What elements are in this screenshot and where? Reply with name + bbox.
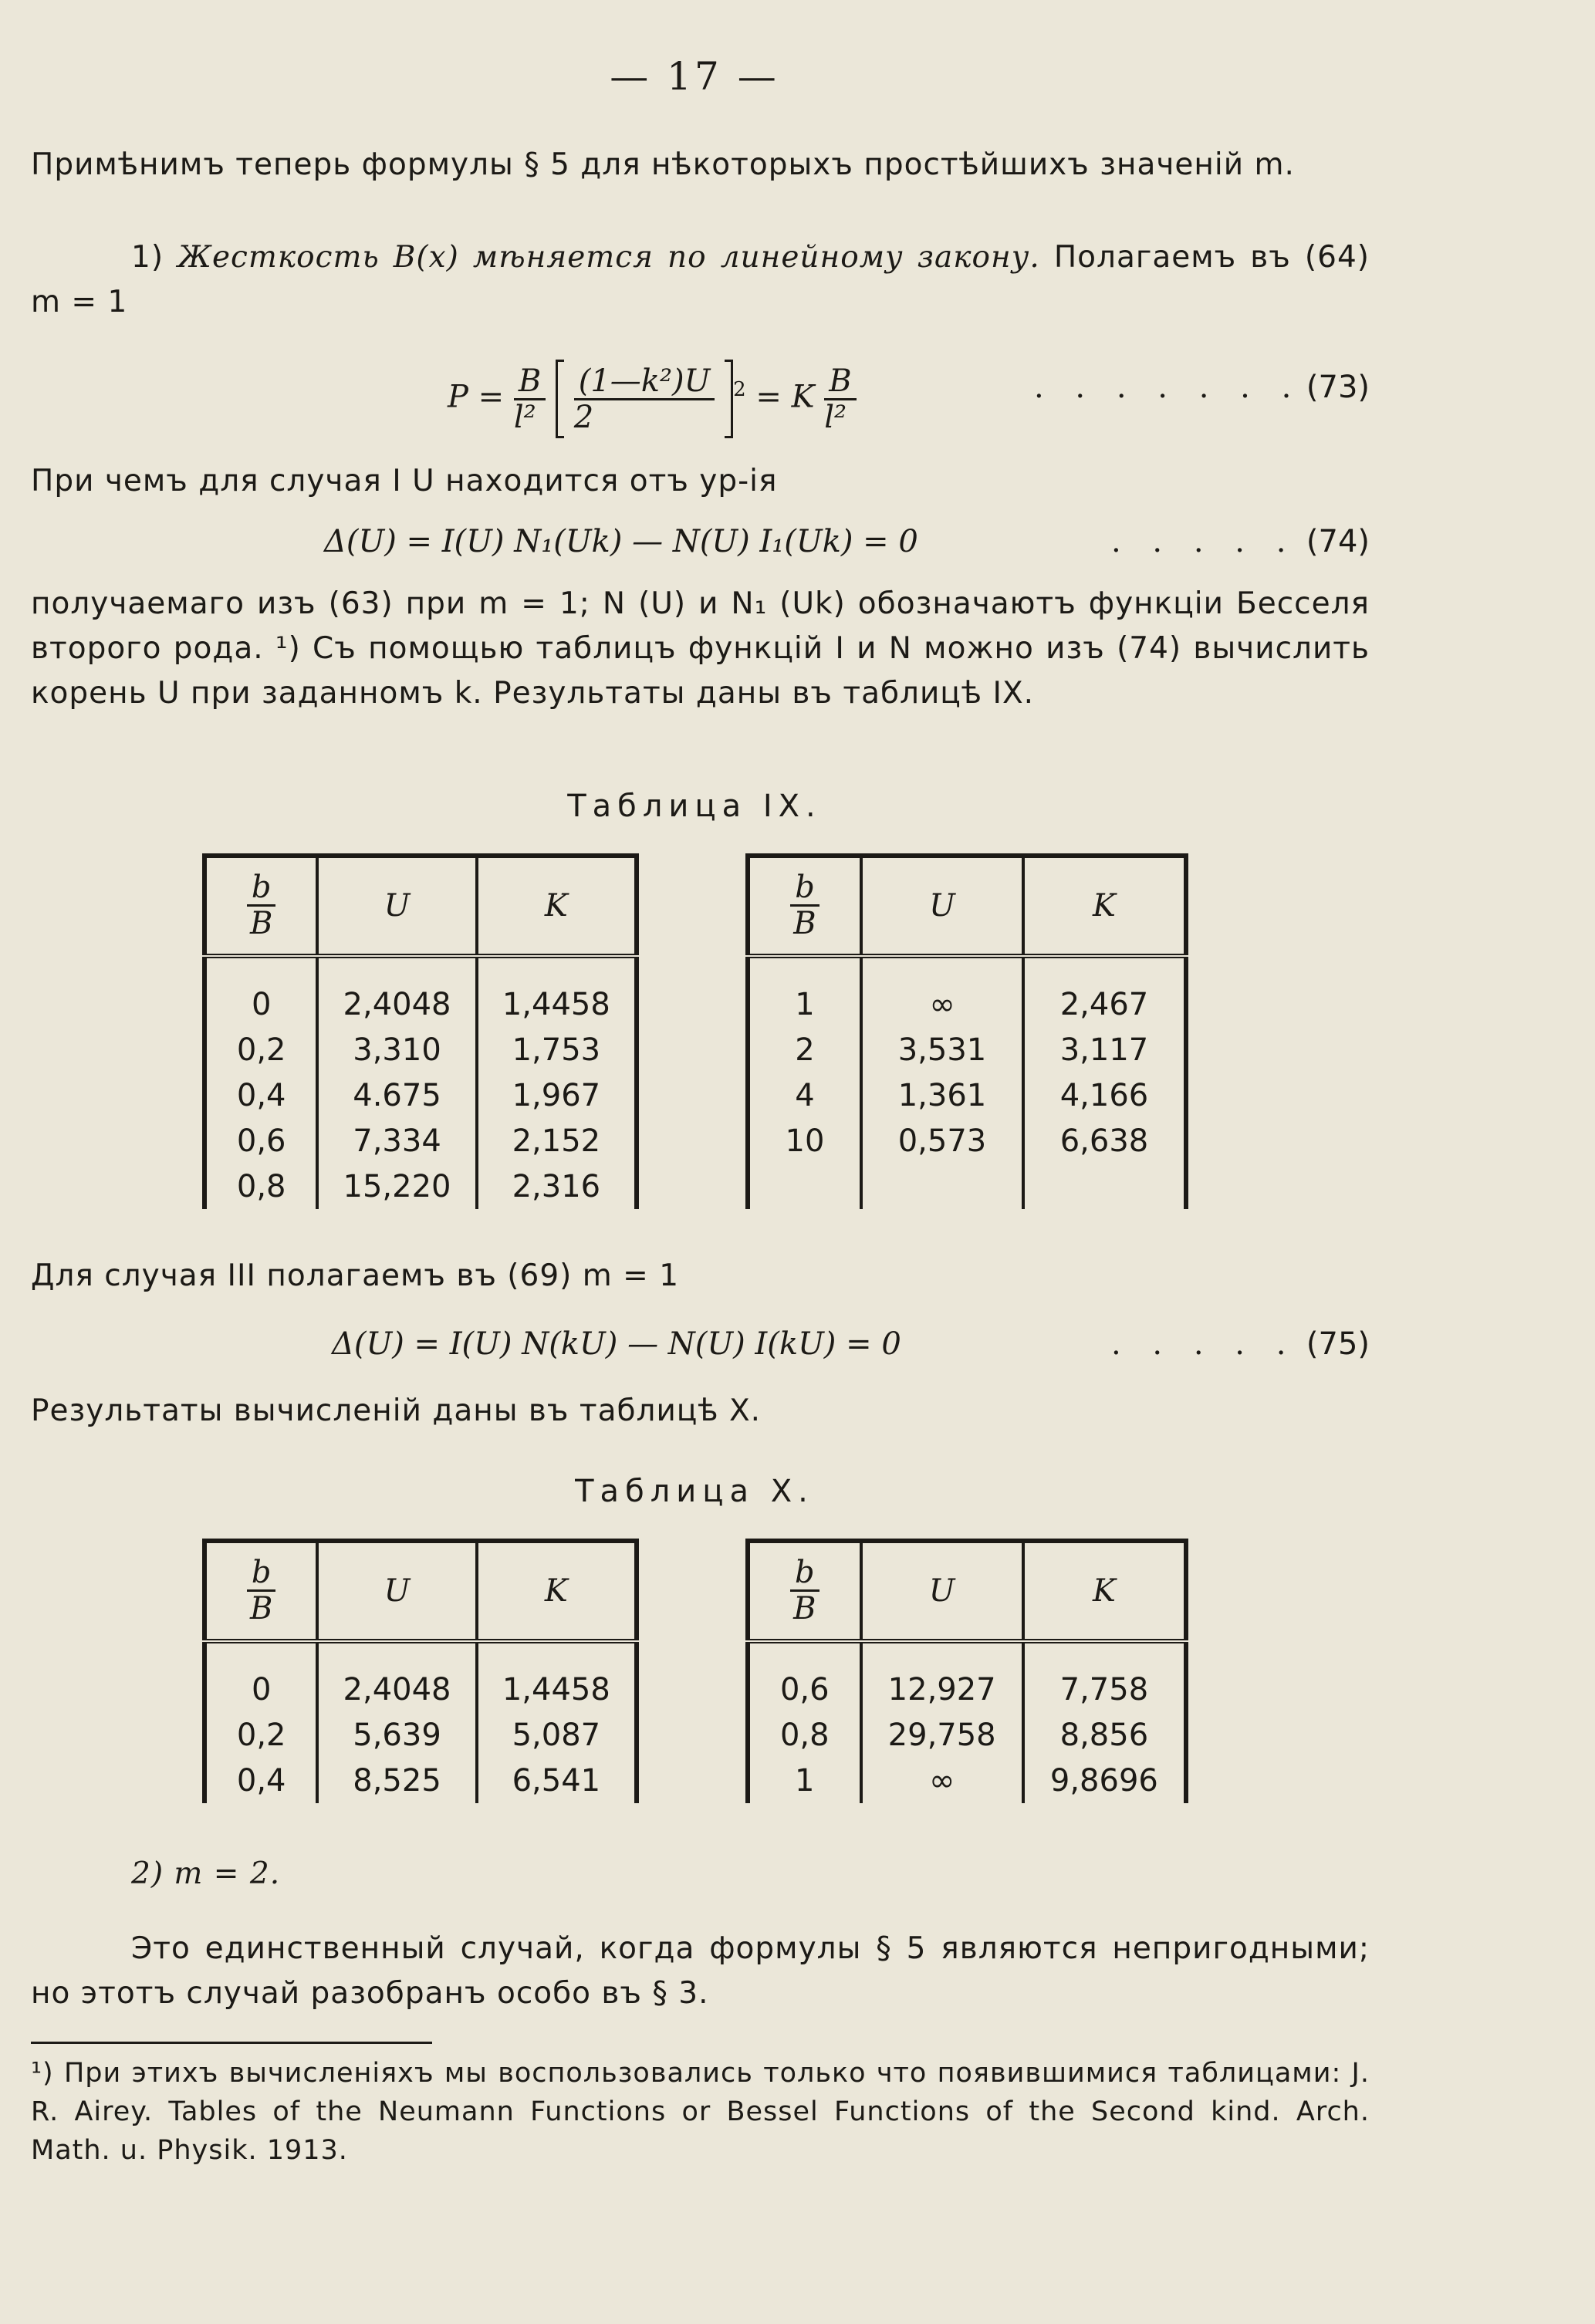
- cell-b-over-B: 0,2: [204, 1027, 317, 1072]
- header-b-over-B: $\frac{b}{B}$: [204, 856, 317, 956]
- cell-U: 12,927: [861, 1641, 1023, 1712]
- eq73-power: 2: [733, 378, 746, 401]
- header-K: K: [1023, 1541, 1186, 1641]
- eq73-dots: . . . . . . .: [1034, 370, 1303, 405]
- cell-b-over-B: 0: [204, 1641, 317, 1712]
- cell-b-over-B: 0,4: [204, 1758, 317, 1803]
- table-row: [748, 1641, 1186, 1712]
- cell-K: 2,467: [1023, 956, 1186, 1027]
- cell-K: 3,117: [1023, 1027, 1186, 1072]
- cell-U: 0,573: [861, 1118, 1023, 1164]
- eq73-number: (73): [1306, 370, 1370, 405]
- right-bracket: [725, 360, 733, 438]
- cell-b-over-B: 0,6: [204, 1118, 317, 1164]
- table-9-right: [745, 853, 1188, 1209]
- cell-U: 8,525: [317, 1758, 476, 1803]
- cell-U: 3,531: [861, 1027, 1023, 1072]
- case-number: 1): [131, 240, 164, 275]
- case-text: Полагаемъ въ (64) m = 1: [31, 240, 1370, 319]
- header-U: U: [317, 1541, 476, 1641]
- table-row: [748, 1712, 1186, 1758]
- cell-b-over-B: 0: [204, 956, 317, 1027]
- cell-U: 4.675: [317, 1072, 476, 1118]
- header-b-over-B: $\frac{b}{B}$: [748, 1541, 861, 1641]
- table-9-caption: Таблица IX.: [567, 789, 822, 824]
- eq73-mid: = K: [755, 379, 815, 415]
- cell-U: 2,4048: [317, 956, 476, 1027]
- cell-K: 5,087: [477, 1712, 637, 1758]
- cell-b-over-B: 4: [748, 1072, 861, 1118]
- cell-b-over-B: 1: [748, 956, 861, 1027]
- header-K: K: [1023, 856, 1186, 956]
- cell-U: 29,758: [861, 1712, 1023, 1758]
- cell-K: 4,166: [1023, 1072, 1186, 1118]
- cell-K: 1,753: [477, 1027, 637, 1072]
- table-row: [748, 1027, 1186, 1072]
- table-row: [204, 1641, 637, 1712]
- empty-cell: [1023, 1164, 1186, 1209]
- table-row: [204, 1027, 637, 1072]
- eq75-body: Δ(U) = I(U) N(kU) — N(U) I(kU) = 0: [332, 1326, 901, 1362]
- eq73-lhs: P =: [448, 379, 505, 415]
- cell-b-over-B: 2: [748, 1027, 861, 1072]
- cell-K: 1,4458: [477, 1641, 637, 1712]
- table-row: [204, 1164, 637, 1209]
- cell-b-over-B: 0,8: [204, 1164, 317, 1209]
- cell-b-over-B: 0,6: [748, 1641, 861, 1712]
- cell-U: 2,4048: [317, 1641, 476, 1712]
- paragraph-conclusion: Это единственный случай, когда формулы § 5 являются непригодными; но этотъ случай разобранъ особо въ § 3.: [31, 1931, 1370, 2011]
- cell-K: 6,638: [1023, 1118, 1186, 1164]
- header-K: K: [477, 856, 637, 956]
- cell-U: 3,310: [317, 1027, 476, 1072]
- header-U: U: [861, 856, 1023, 956]
- cell-b-over-B: 0,8: [748, 1712, 861, 1758]
- eq73-frac-k: $\frac{\text{(1—k²)U}}{2}$: [574, 364, 715, 434]
- cell-U: 7,334: [317, 1118, 476, 1164]
- header-K: K: [477, 1541, 637, 1641]
- cell-K: 7,758: [1023, 1641, 1186, 1712]
- eq74-body: Δ(U) = I(U) N₁(Uk) — N(U) I₁(Uk) = 0: [324, 524, 918, 559]
- table-row: [204, 956, 637, 1027]
- cell-b-over-B: 0,2: [204, 1712, 317, 1758]
- table-10-right: [745, 1539, 1188, 1803]
- cell-K: 6,541: [477, 1758, 637, 1803]
- table-10-left: [202, 1539, 639, 1803]
- footnote: ¹) При этихъ вычисленіяхъ мы воспользовались только что появившимися таблицами: J. R. Airey. Tables of the Neumann Functions or Bessel Functions of the Second kind. Arch. Math. u. Physik. 1913.: [31, 2058, 1370, 2166]
- paragraph-intro: Примѣнимъ теперь формулы § 5 для нѣкоторыхъ простѣйшихъ значеній m.: [31, 147, 1295, 182]
- cell-b-over-B: 10: [748, 1118, 861, 1164]
- cell-U: ∞: [861, 1758, 1023, 1803]
- paragraph-bessel: получаемаго изъ (63) при m = 1; N (U) и N₁ (Uk) обозначаютъ функціи Бесселя второго рода. ¹) Съ помощью таблицъ функцій I и N можно изъ (74) вычислить корень U при заданномъ k. Результаты даны въ таблицѣ IX.: [31, 586, 1370, 711]
- paragraph-case-iii: Для случая III полагаемъ въ (69) m = 1: [31, 1258, 680, 1293]
- case-2-text: 2) m = 2.: [131, 1856, 281, 1891]
- empty-cell: [748, 1164, 861, 1209]
- cell-U: 5,639: [317, 1712, 476, 1758]
- equation-75: [31, 1319, 1370, 1369]
- cell-b-over-B: 0,4: [204, 1072, 317, 1118]
- table-row: [748, 1072, 1186, 1118]
- cell-U: 1,361: [861, 1072, 1023, 1118]
- equation-73: [31, 339, 1370, 440]
- header-b-over-B: $\frac{b}{B}$: [204, 1541, 317, 1641]
- eq73-frac-b-l2: $\frac{B}{\text{l²}}$: [514, 364, 546, 434]
- cell-K: 1,4458: [477, 956, 637, 1027]
- eq75-number: (75): [1306, 1326, 1370, 1362]
- cell-K: 2,316: [477, 1164, 637, 1209]
- table-row-empty: [748, 1164, 1186, 1209]
- header-U: U: [317, 856, 476, 956]
- table-row: [748, 1118, 1186, 1164]
- table-row: [204, 1072, 637, 1118]
- equation-74: [31, 517, 1370, 566]
- empty-cell: [861, 1164, 1023, 1209]
- case-title: Жесткость B(x) мѣняется по линейному закону.: [177, 240, 1040, 275]
- table-row: [204, 1758, 637, 1803]
- equation-73-body: [448, 347, 857, 439]
- cell-K: 9,8696: [1023, 1758, 1186, 1803]
- paragraph-results: Результаты вычисленій даны въ таблицѣ X.: [31, 1393, 762, 1428]
- table-row: [748, 956, 1186, 1027]
- left-bracket: [556, 360, 564, 438]
- page-number: — 17 —: [610, 54, 779, 99]
- paragraph-case-1: [31, 235, 1370, 325]
- header-b-over-B: $\frac{b}{B}$: [748, 856, 861, 956]
- paragraph-case-i: При чемъ для случая I U находится отъ ур-ія: [31, 464, 778, 498]
- table-row: [204, 1118, 637, 1164]
- cell-b-over-B: 1: [748, 1758, 861, 1803]
- cell-K: 2,152: [477, 1118, 637, 1164]
- cell-U: 15,220: [317, 1164, 476, 1209]
- paragraph-case-2: [131, 1852, 749, 1897]
- eq73-frac-b-l2-right: $\frac{B}{\text{l²}}$: [824, 364, 856, 434]
- eq74-dots: . . . . .: [1111, 524, 1297, 559]
- footnote-rule: [31, 2042, 432, 2044]
- table-row: [204, 1712, 637, 1758]
- header-U: U: [861, 1541, 1023, 1641]
- cell-K: 8,856: [1023, 1712, 1186, 1758]
- table-row: [748, 1758, 1186, 1803]
- eq74-number: (74): [1306, 524, 1370, 559]
- cell-U: ∞: [861, 956, 1023, 1027]
- eq75-dots: . . . . .: [1111, 1326, 1297, 1362]
- table-9-left: [202, 853, 639, 1209]
- table-10-caption: Таблица X.: [575, 1474, 814, 1509]
- cell-K: 1,967: [477, 1072, 637, 1118]
